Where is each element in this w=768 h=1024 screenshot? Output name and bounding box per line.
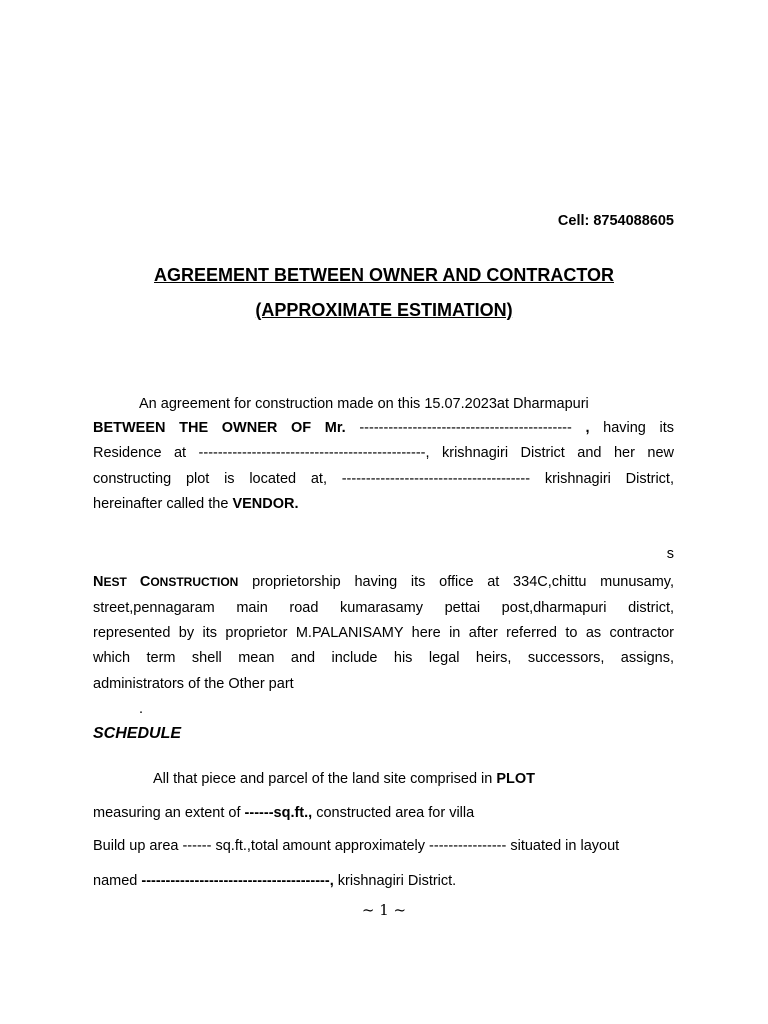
- residence-line: Residence at -----------------------------------------------, krishnagiri District and her new: [93, 445, 674, 461]
- contractor-line-5: administrators of the Other part: [93, 676, 294, 692]
- owner-blank: --------------------------------------------: [345, 420, 572, 436]
- cell-text: Cell: 8754088605: [557, 213, 674, 229]
- contractor-name-n: N: [93, 574, 104, 590]
- schedule-line-1-pre: All that piece and parcel of the land site comprised in: [153, 771, 497, 787]
- layout-name-blank: ---------------------------------------,: [141, 873, 334, 889]
- contractor-line-3: represented by its proprietor M.PALANISAMY here in after referred to as contractor: [93, 625, 674, 641]
- page-number: ~ 1 ~: [361, 901, 407, 919]
- contractor-name: [93, 574, 238, 590]
- contractor-line-4: which term shell mean and include his legal heirs, successors, assigns,: [93, 650, 674, 666]
- contractor-name-onstruction: ONSTRUCTION: [150, 575, 239, 589]
- contractor-name-est: EST: [103, 575, 140, 589]
- title-line-1: AGREEMENT BETWEEN OWNER AND CONTRACTOR: [154, 265, 614, 285]
- plot-line: constructing plot is located at, --------------------------------------- krishnagiri District,: [93, 471, 674, 487]
- schedule-heading: SCHEDULE: [93, 725, 182, 742]
- title-line-2: (APPROXIMATE ESTIMATION): [255, 300, 513, 320]
- schedule-line-2: [93, 804, 674, 822]
- owner-comma: ,: [571, 420, 590, 436]
- contractor-line-2: street,pennagaram main road kumarasamy pettai post,dharmapuri district,: [93, 600, 674, 616]
- schedule-line-1: [153, 770, 674, 788]
- schedule-line-3: Build up area ------ sq.ft.,total amount approximately ---------------- situated in layout: [93, 838, 620, 854]
- vendor-pre: hereinafter called the: [93, 496, 233, 512]
- contractor-name-c: C: [139, 574, 151, 590]
- intro-line: An agreement for construction made on this 15.07.2023at Dharmapuri: [139, 396, 589, 412]
- vendor-label: VENDOR.: [232, 496, 299, 512]
- stray-dot: .: [139, 701, 144, 717]
- owner-rest: having its: [589, 420, 675, 436]
- stray-s: s: [666, 546, 674, 562]
- schedule-line-4: [93, 872, 674, 890]
- owner-label: BETWEEN THE OWNER OF Mr.: [93, 420, 346, 436]
- extent-blank: ------sq.ft.,: [244, 805, 313, 821]
- schedule-line-2-post: constructed area for villa: [312, 805, 475, 821]
- schedule-line-4-post: krishnagiri District.: [333, 873, 457, 889]
- owner-line: [93, 419, 674, 437]
- vendor-line: [93, 495, 674, 513]
- schedule-line-2-pre: measuring an extent of: [93, 805, 245, 821]
- cell-number: [93, 212, 674, 230]
- contractor-line-1-rest: proprietorship having its office at 334C,chittu munusamy,: [238, 574, 674, 590]
- contractor-line-1: [93, 573, 674, 591]
- plot-label: PLOT: [496, 771, 536, 787]
- schedule-line-4-pre: named: [93, 873, 142, 889]
